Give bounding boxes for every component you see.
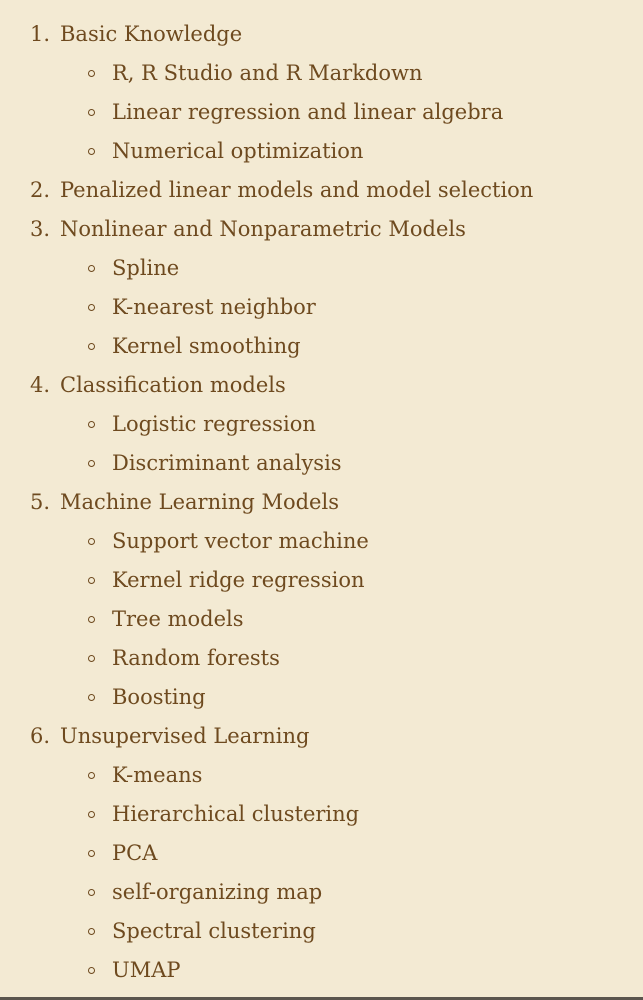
subtopic-item (0, 93, 643, 132)
subtopic-item (0, 444, 643, 483)
section-number: 4. (29, 373, 50, 397)
subtopic-label: Logistic regression (112, 412, 316, 436)
outline-section-3 (0, 210, 643, 366)
subtopic-label: UMAP (112, 958, 181, 982)
outline-section-2 (0, 171, 643, 210)
subtopic-item (0, 249, 643, 288)
section-title: Unsupervised Learning (60, 724, 310, 748)
subtopic-item (0, 522, 643, 561)
subtopic-label: K-nearest neighbor (112, 295, 316, 319)
section-title: Classification models (60, 373, 286, 397)
subtopic-item (0, 639, 643, 678)
hollow-bullet-icon (88, 889, 95, 896)
subtopic-label: PCA (112, 841, 158, 865)
subtopic-label: K-means (112, 763, 203, 787)
subtopic-list (0, 54, 643, 171)
hollow-bullet-icon (88, 616, 95, 623)
subtopic-item (0, 756, 643, 795)
section-title: Nonlinear and Nonparametric Models (60, 217, 466, 241)
section-heading (0, 366, 643, 405)
subtopic-item (0, 912, 643, 951)
subtopic-label: self-organizing map (112, 880, 323, 904)
hollow-bullet-icon (88, 577, 95, 584)
subtopic-list (0, 405, 643, 483)
subtopic-label: Spectral clustering (112, 919, 316, 943)
subtopic-item (0, 834, 643, 873)
section-number: 1. (29, 22, 50, 46)
hollow-bullet-icon (88, 928, 95, 935)
hollow-bullet-icon (88, 109, 95, 116)
hollow-bullet-icon (88, 538, 95, 545)
section-heading (0, 483, 643, 522)
subtopic-label: Tree models (112, 607, 244, 631)
hollow-bullet-icon (88, 148, 95, 155)
subtopic-label: Boosting (112, 685, 206, 709)
hollow-bullet-icon (88, 850, 95, 857)
subtopic-item (0, 873, 643, 912)
hollow-bullet-icon (88, 265, 95, 272)
subtopic-list (0, 522, 643, 717)
hollow-bullet-icon (88, 304, 95, 311)
subtopic-item (0, 54, 643, 93)
subtopic-item (0, 600, 643, 639)
hollow-bullet-icon (88, 421, 95, 428)
subtopic-list (0, 249, 643, 366)
section-number: 3. (29, 217, 50, 241)
subtopic-label: Support vector machine (112, 529, 369, 553)
hollow-bullet-icon (88, 967, 95, 974)
subtopic-label: Numerical optimization (112, 139, 364, 163)
subtopic-item (0, 561, 643, 600)
subtopic-label: Hierarchical clustering (112, 802, 360, 826)
subtopic-item (0, 132, 643, 171)
section-title: Basic Knowledge (60, 22, 243, 46)
subtopic-item (0, 951, 643, 990)
subtopic-label: Discriminant analysis (112, 451, 342, 475)
outline-section-4 (0, 366, 643, 483)
section-heading (0, 210, 643, 249)
section-heading (0, 15, 643, 54)
hollow-bullet-icon (88, 694, 95, 701)
subtopic-item (0, 327, 643, 366)
section-number: 5. (29, 490, 50, 514)
outline-section-5 (0, 483, 643, 717)
outline-section-6 (0, 717, 643, 990)
section-heading (0, 171, 643, 210)
hollow-bullet-icon (88, 343, 95, 350)
section-title: Penalized linear models and model selection (60, 178, 534, 202)
subtopic-item (0, 795, 643, 834)
subtopic-list (0, 756, 643, 990)
subtopic-label: Linear regression and linear algebra (112, 100, 504, 124)
subtopic-item (0, 288, 643, 327)
subtopic-label: R, R Studio and R Markdown (112, 61, 423, 85)
subtopic-label: Spline (112, 256, 180, 280)
section-heading (0, 717, 643, 756)
hollow-bullet-icon (88, 460, 95, 467)
subtopic-item (0, 405, 643, 444)
subtopic-label: Kernel smoothing (112, 334, 301, 358)
section-number: 6. (29, 724, 50, 748)
section-number: 2. (29, 178, 50, 202)
subtopic-label: Random forests (112, 646, 280, 670)
hollow-bullet-icon (88, 655, 95, 662)
outline-section-1 (0, 15, 643, 171)
hollow-bullet-icon (88, 772, 95, 779)
subtopic-item (0, 678, 643, 717)
subtopic-label: Kernel ridge regression (112, 568, 365, 592)
hollow-bullet-icon (88, 811, 95, 818)
section-title: Machine Learning Models (60, 490, 339, 514)
hollow-bullet-icon (88, 70, 95, 77)
